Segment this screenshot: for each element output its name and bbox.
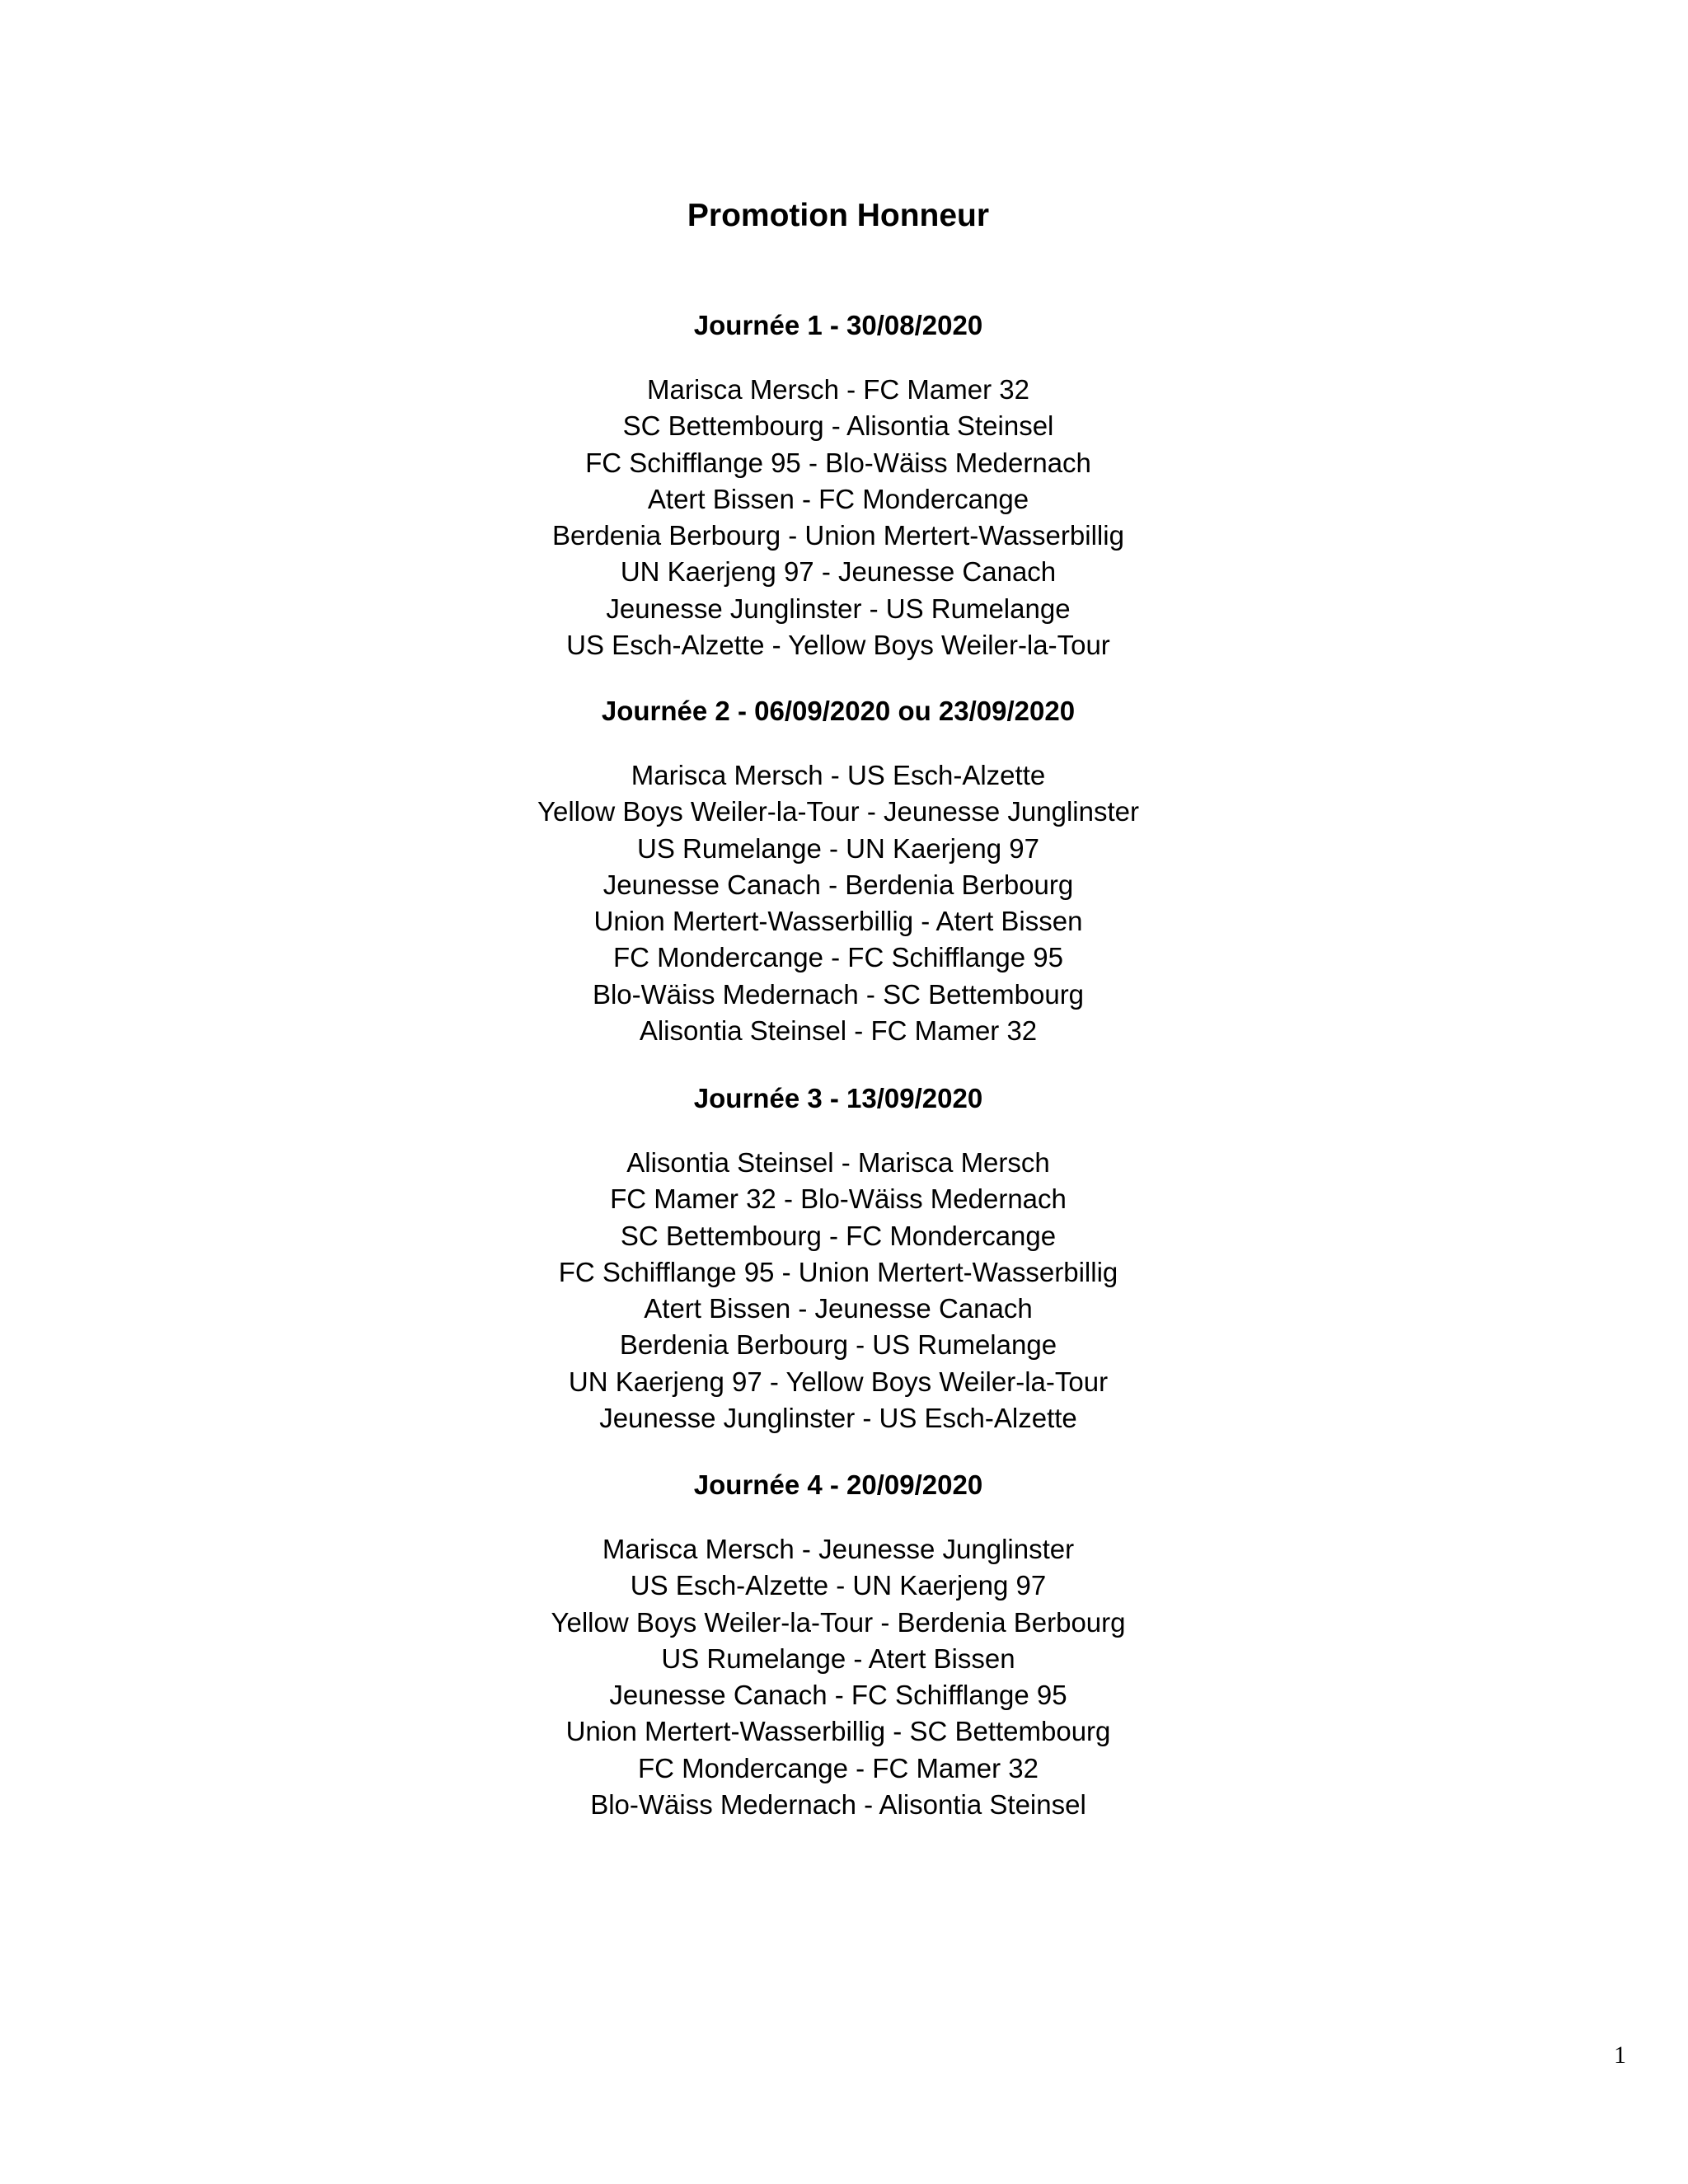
match-item: Union Mertert-Wasserbillig - Atert Bissen [593, 906, 1083, 937]
round-heading: Journée 3 - 13/09/2020 [693, 1083, 983, 1113]
match-item: UN Kaerjeng 97 - Yellow Boys Weiler-la-Tour [568, 1366, 1109, 1397]
match-item: Berdenia Berbourg - Union Mertert-Wasserbillig [552, 520, 1124, 551]
round-section [0, 1469, 1676, 1823]
round-heading: Journée 2 - 06/09/2020 ou 23/09/2020 [601, 696, 1076, 726]
match-item: FC Mondercange - FC Mamer 32 [638, 1752, 1039, 1783]
match-item: SC Bettembourg - Alisontia Steinsel [622, 410, 1054, 442]
round-heading: Journée 4 - 20/09/2020 [693, 1469, 983, 1500]
match-item: Jeunesse Canach - Berdenia Berbourg [603, 869, 1074, 900]
match-item: SC Bettembourg - FC Mondercange [620, 1220, 1057, 1251]
page-number: 1 [1614, 2041, 1626, 2069]
match-item: Alisontia Steinsel - FC Mamer 32 [639, 1015, 1038, 1047]
match-item: Atert Bissen - Jeunesse Canach [644, 1293, 1033, 1324]
match-item: Alisontia Steinsel - Marisca Mersch [626, 1147, 1050, 1178]
match-item: Blo-Wäiss Medernach - Alisontia Steinsel [590, 1789, 1086, 1821]
match-item: FC Schifflange 95 - Blo-Wäiss Medernach [585, 447, 1091, 478]
match-item: FC Mamer 32 - Blo-Wäiss Medernach [610, 1183, 1067, 1215]
match-list [0, 757, 1676, 1049]
match-item: US Esch-Alzette - UN Kaerjeng 97 [630, 1570, 1047, 1601]
match-item: Berdenia Berbourg - US Rumelange [619, 1329, 1057, 1361]
match-item: UN Kaerjeng 97 - Jeunesse Canach [620, 556, 1057, 588]
match-item: Marisca Mersch - FC Mamer 32 [647, 374, 1029, 405]
match-list [0, 372, 1676, 663]
match-item: Union Mertert-Wasserbillig - SC Bettembourg [565, 1716, 1111, 1747]
round-section [0, 695, 1676, 1049]
match-item: Yellow Boys Weiler-la-Tour - Berdenia Berbourg [551, 1606, 1126, 1638]
match-item: Blo-Wäiss Medernach - SC Bettembourg [592, 978, 1085, 1010]
match-item: Jeunesse Canach - FC Schifflange 95 [609, 1680, 1067, 1711]
match-item: US Rumelange - UN Kaerjeng 97 [637, 832, 1039, 864]
match-item: US Esch-Alzette - Yellow Boys Weiler-la-Tour [566, 630, 1110, 661]
match-item: Yellow Boys Weiler-la-Tour - Jeunesse Junglinster [537, 796, 1139, 827]
round-section [0, 1082, 1676, 1436]
match-item: FC Schifflange 95 - Union Mertert-Wasserbillig [558, 1256, 1118, 1287]
match-item: Marisca Mersch - Jeunesse Junglinster [602, 1534, 1075, 1564]
match-item: Jeunesse Junglinster - US Esch-Alzette [599, 1403, 1077, 1434]
match-list [0, 1531, 1676, 1823]
match-item: Marisca Mersch - US Esch-Alzette [631, 760, 1046, 790]
match-item: FC Mondercange - FC Schifflange 95 [613, 942, 1063, 973]
match-item: Atert Bissen - FC Mondercange [647, 483, 1029, 514]
match-item: US Rumelange - Atert Bissen [661, 1643, 1015, 1674]
match-item: Jeunesse Junglinster - US Rumelange [606, 593, 1071, 624]
round-section [0, 309, 1676, 663]
page-title: Promotion Honneur [687, 198, 990, 233]
match-list [0, 1145, 1676, 1436]
round-heading: Journée 1 - 30/08/2020 [693, 310, 983, 340]
